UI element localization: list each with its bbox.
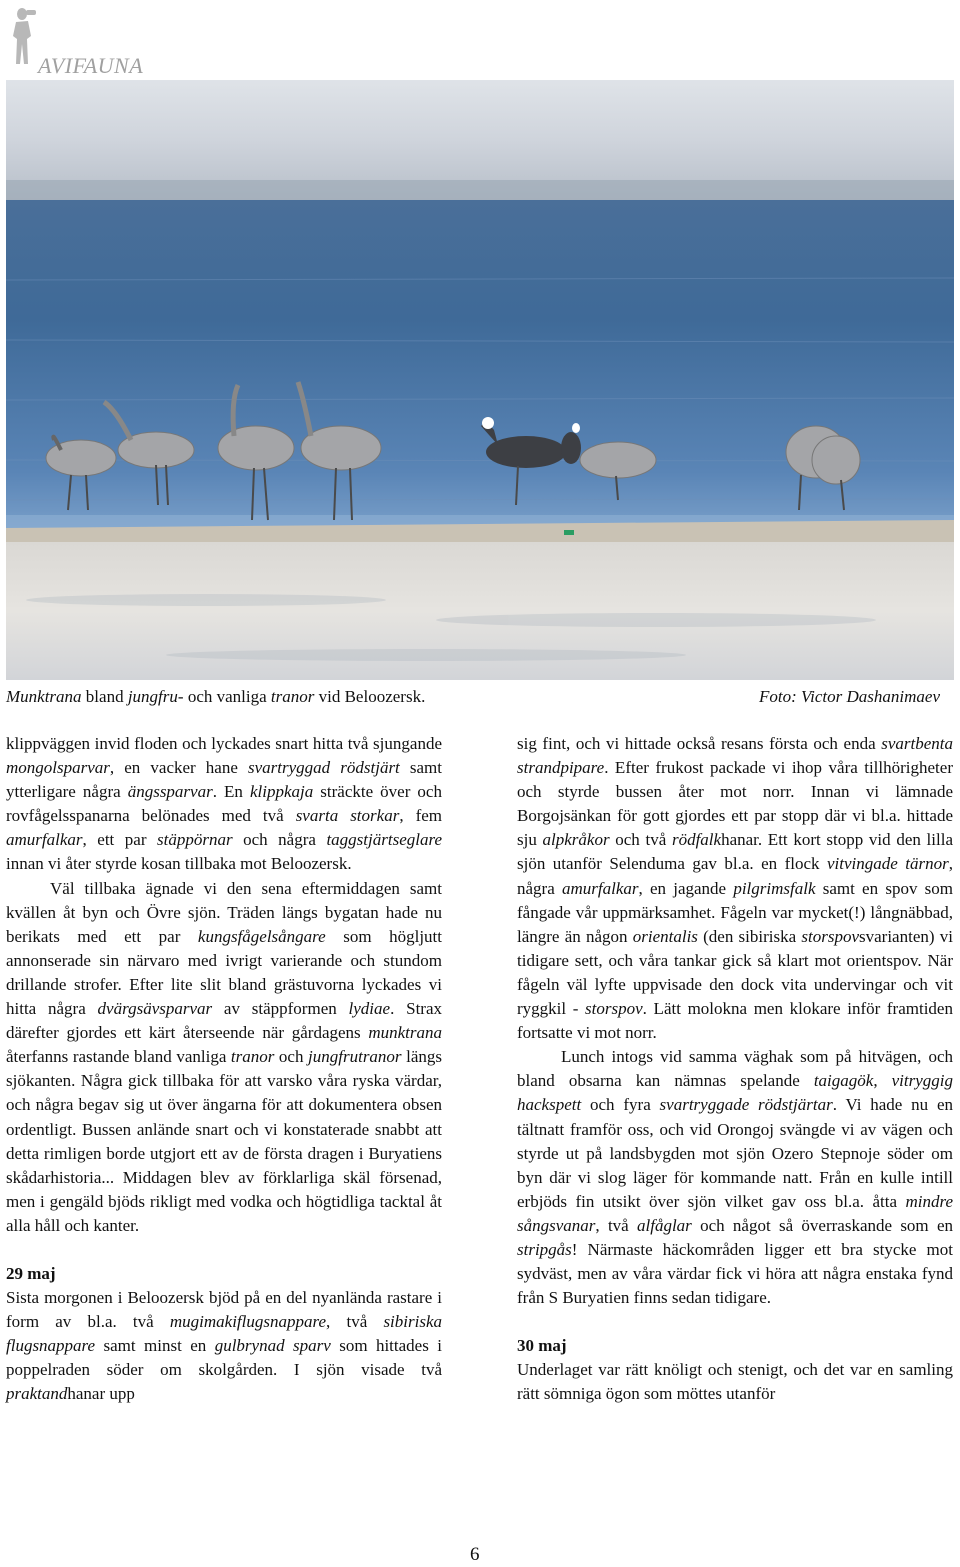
paragraph: Lunch intogs vid samma väghak som på hitvägen, och bland obsarna kan nämnas spelande taigagök, vitryggig hackspett och fyra svartryggade rödstjärtar. Vi hade nu en tältnatt framför oss, och vid Orongoj svängde vi av vägen och styrde ut på landsbygden mot sjön Ozero Stepnoje söder om byn där vi slog läger för kommande natt. Från en kulle intill erbjöds fin utsikt över sjön vilket gav oss bl.a. åtta mindre sångsvanar, två alfåglar och något så överraskande som en stripgås! Närmaste häckområden ligger ett bra stycke mot sydväst, men av våra värdar fick vi höra att några enstaka fynd från S Buryatien finns sedan tidigare. [517, 1047, 953, 1308]
paragraph: klippväggen invid floden och lyckades snart hitta två sjungande mongolsparvar, en vacker hane svartryggad rödstjärt samt ytterligare några ängssparvar. En klippkaja sträckte över och rovfågelsspanarna belönades med två svarta storkar, fem amurfalkar, ett par stäppörnar och några taggstjärtseglare innan vi åter styrde kosan tillbaka mot Beloozersk. [6, 734, 442, 874]
logo-text: AVIFAUNA [38, 53, 144, 78]
photo-credit: Foto: Victor Dashanimaev [759, 687, 940, 706]
paragraph: Sista morgonen i Beloozersk bjöd på en del nyanlända rastare i form av bl.a. två mugimakiflugsnappare, två sibiriska flugsnappare samt minst en gulbrynad sparv som hittades i poppelraden söder om skolgården. I sjön visade två praktandhanar upp [6, 1288, 442, 1404]
section-heading: 29 maj [6, 1263, 56, 1283]
cranes-photo [6, 80, 954, 680]
paragraph: Väl tillbaka ägnade vi den sena eftermiddagen samt kvällen åt byn och Övre sjön. Träden längs bygatan hade nu berikats med ett par kungsfågelsångare som högljutt annonserade sin närvaro med ivrigt varierande och stundom drillande strofer. Efter lite slit bland grästuvorna lyckades vi hitta några dvärgsävsparvar av stäppformen lydiae. Strax därefter gjordes ett kärt återseende när gårdagens munktrana återfanns rastande bland vanliga tranor och jungfrutranor längs sjökanten. Några gick tillbaka för att varsko våra ryska värdar, och några begav sig ut över ängarna för att dokumentera obsen ordentligt. Bussen anlände snart och vi konstaterade snabbt att detta rimligen borde utgjort ett av de första dragen i Buryatiens skådarhistoria... Middagen blev av förklarliga skäl försenad, men i gengäld bjöds rikligt med vodka och högtidliga tacktal åt alla håll och kanter. [6, 878, 443, 1235]
left-column [6, 732, 442, 1407]
page-number: 6 [470, 1544, 480, 1565]
paragraph: Underlaget var rätt knöligt och stenigt, och det var en samling rätt sömniga ögon som möttes utanför [517, 1360, 953, 1404]
bird-watcher-icon [6, 6, 40, 70]
caption-text: Munktrana bland jungfru- och vanliga tranor vid Beloozersk. [6, 687, 426, 706]
paragraph: sig fint, och vi hittade också resans första och enda svartbenta strandpipare. Efter frukost packade vi ihop våra tillhörigheter och styrde bussen åter mot norr. Innan vi lämnade Borgojsänkan för gott gjordes ett par stopp där vi bl.a. hittade sju alpkråkor och två rödfalkhanar. Ett kort stopp vid den lilla sjön utanför Selenduma gav bl.a. en flock vitvingade tärnor, några amurfalkar, en jagande pilgrimsfalk samt en spov som fångade vår uppmärksamhet. Fågeln var mycket(!) långnäbbad, längre än någon orientalis (den sibiriska storspovsvarianten) vi tidigare sett, och våra tankar gick så klart mot orientspov. När fågeln väl lyfte uppvisade den dock vita undervingar och vit ryggkil - storspov. Lätt molokna men klokare inför framtiden fortsatte vi mot norr. [517, 734, 954, 1043]
avifauna-logo [6, 6, 186, 76]
photo-illustration [6, 80, 954, 680]
right-column [517, 732, 953, 1407]
photo-caption [6, 685, 954, 709]
section-heading: 30 maj [517, 1336, 567, 1356]
